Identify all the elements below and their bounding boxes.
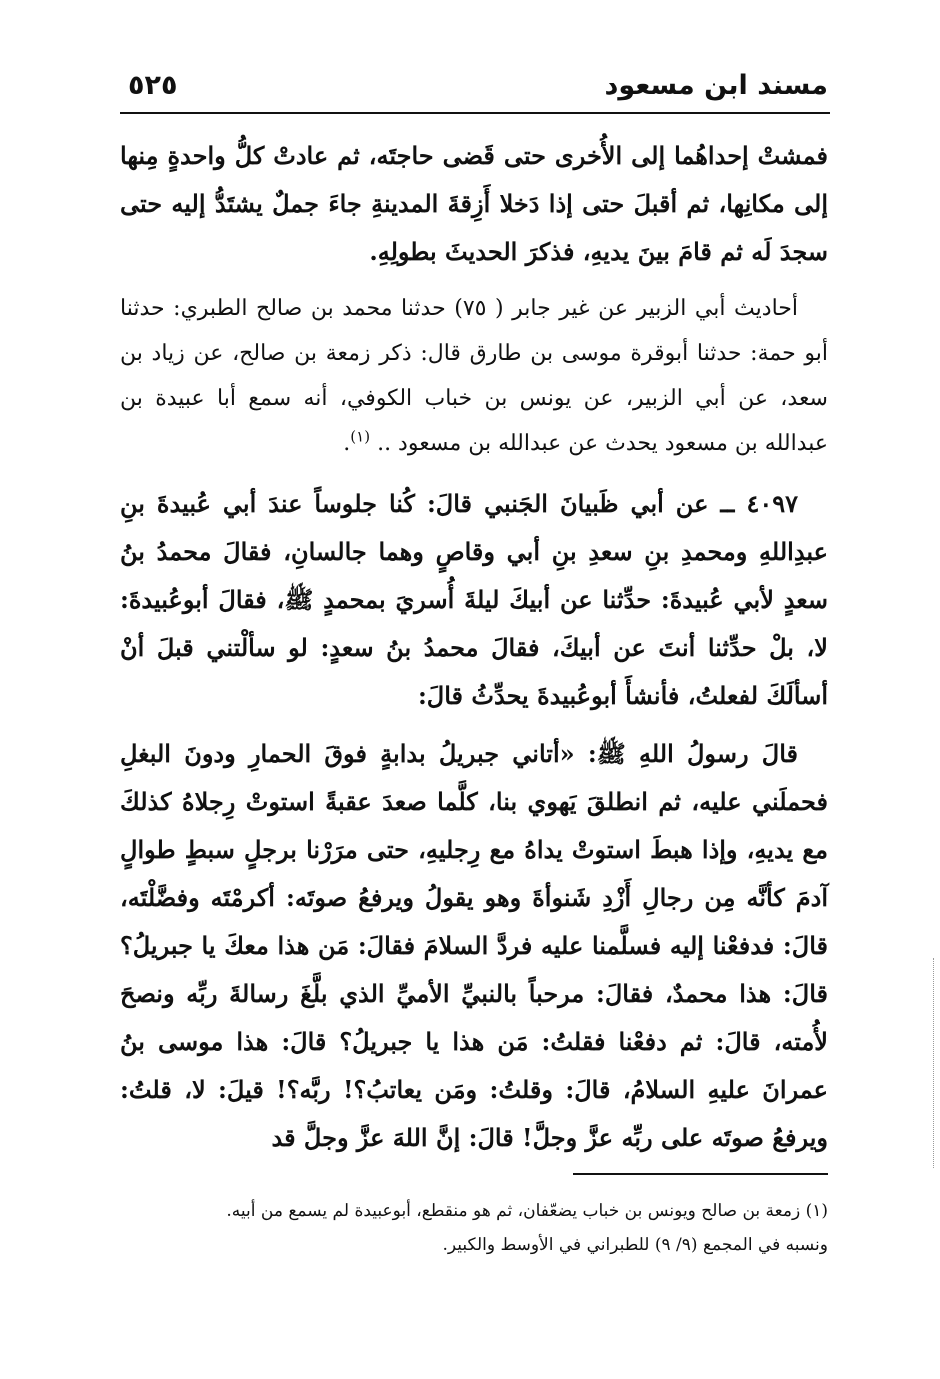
- footnote-1-line-1: (١) زمعة بن صالح ويونس بن خباب يضعّفان، ثم هو منقطع، أبوعبيدة لم يسمع من أبيه.: [226, 1201, 828, 1221]
- paragraph-hadith-end: فمشتْ إحداهُما إلى الأُخرى حتى قَضى حاجتَه، ثم عادتْ كلُّ واحدةٍ مِنها إلى مكانِها، ثم أقبلَ حتى إذا دَخلا أَزِقةَ المدينةِ جاءَ جملٌ يشتَدُّ إليه حتى سجدَ لَه ثم قامَ بينَ يديهِ، فذكرَ الحديثَ بطولِهِ.: [120, 141, 829, 266]
- paragraph-hadith-text: قالَ رسولُ اللهِ ﷺ: «أتاني جبريلُ بدابةٍ فوقَ الحمارِ ودونَ البغلِ فحملَني عليه، ثم انطلقَ يَهوي بنا، كلَّما صعدَ عقبةً استوتْ رِجلاهُ كذلكَ مع يديهِ، وإذا هبطَ استوتْ يداهُ مع رِجليهِ، حتى مرَرْنا برجلٍ سبطٍ طوالٍ آدمَ كأنَّه مِن رجالِ أَزْدِ شَنوأةَ وهو يقولُ ويرفعُ صوتَه: أكرمْتَه وفضَّلْتَه، قالَ: فدفعْنا إليه فسلَّمنا عليه فردَّ السلامَ فقالَ: مَن هذا معكَ يا جبريلُ؟ قالَ: هذا محمدٌ، فقالَ: مرحباً بالنبيِّ الأميِّ الذي بلَّغَ رسالةَ ربِّه ونصحَ لأُمته، قالَ: ثم دفعْنا فقلتُ: مَن هذا يا جبريلُ؟ قالَ: هذا موسى بنُ عمرانَ عليهِ السلامُ، قالَ: وقلتُ: ومَن يعاتبُ؟! ربَّه؟! قيلَ: لا، قلتُ: ويرفعُ صوتَه على ربِّه عزَّ وجلَّ! قالَ: إنَّ اللهَ عزَّ وجلَّ قد: [120, 739, 828, 1152]
- footnote-1-line-2: ونسبه في المجمع (٩/ ٩) للطبراني في الأوسط والكبير.: [442, 1235, 828, 1255]
- paragraph-hadith-4097: ٤٠٩٧ ــ عن أبي ظَبيانَ الجَنبي قالَ: كُنا جلوساً عندَ أبي عُبيدةَ بنِ عبدِاللهِ ومحمدِ بنِ سعدِ بنِ أبي وقاصٍ وهما جالسانِ، فقالَ محمدُ بنُ سعدٍ لأبي عُبيدةَ: حدِّثنا عن أبيكَ ليلةَ أُسريَ بمحمدٍ ﷺ، فقالَ أبوعُبيدةَ: لا، بلْ حدِّثنا أنتَ عن أبيكَ، فقالَ محمدُ بنُ سعدٍ: لو سألْتني قبلَ أنْ أسألَكَ لفعلتُ، فأنشأَ أبوعُبيدةَ يحدِّثُ قالَ:: [120, 489, 828, 710]
- page-number: ٥٢٥: [128, 70, 178, 101]
- paragraph-gap: [120, 720, 828, 730]
- header-rule: [120, 112, 830, 114]
- scan-edge-marks: [933, 958, 934, 1168]
- footnotes: [120, 1194, 828, 1262]
- running-title: مسند ابن مسعود: [604, 70, 828, 101]
- footnote-rule: [573, 1173, 828, 1175]
- main-text: [120, 132, 828, 1162]
- paragraph-gap: [120, 466, 828, 480]
- paragraph-isnad-note: أحاديث أبي الزبير عن غير جابر ( ٧٥) حدثنا محمد بن صالح الطبري: حدثنا أبو حمة: حدثنا أبوقرة موسى بن طارق قال: ذكر زمعة بن صالح، عن زياد بن سعد، عن أبي الزبير، عن يونس بن خباب الكوفي، أنه سمع أبا عبيدة بن عبدالله بن مسعود يحدث عن عبدالله بن مسعود .. $^{(١)}$.: [120, 296, 828, 456]
- paragraph-gap: [120, 276, 828, 286]
- page-header: [120, 66, 828, 108]
- footnote-reference: (١): [350, 427, 371, 446]
- isnad-note-text: أحاديث أبي الزبير عن غير جابر ( ٧٥) حدثنا محمد بن صالح الطبري: حدثنا أبو حمة: حدثنا أبوقرة موسى بن طارق قال: ذكر زمعة بن صالح، عن زياد بن سعد، عن أبي الزبير، عن يونس بن خباب الكوفي، أنه سمع أبا عبيدة بن عبدالله بن مسعود يحدث عن عبدالله بن مسعود ..: [120, 296, 828, 456]
